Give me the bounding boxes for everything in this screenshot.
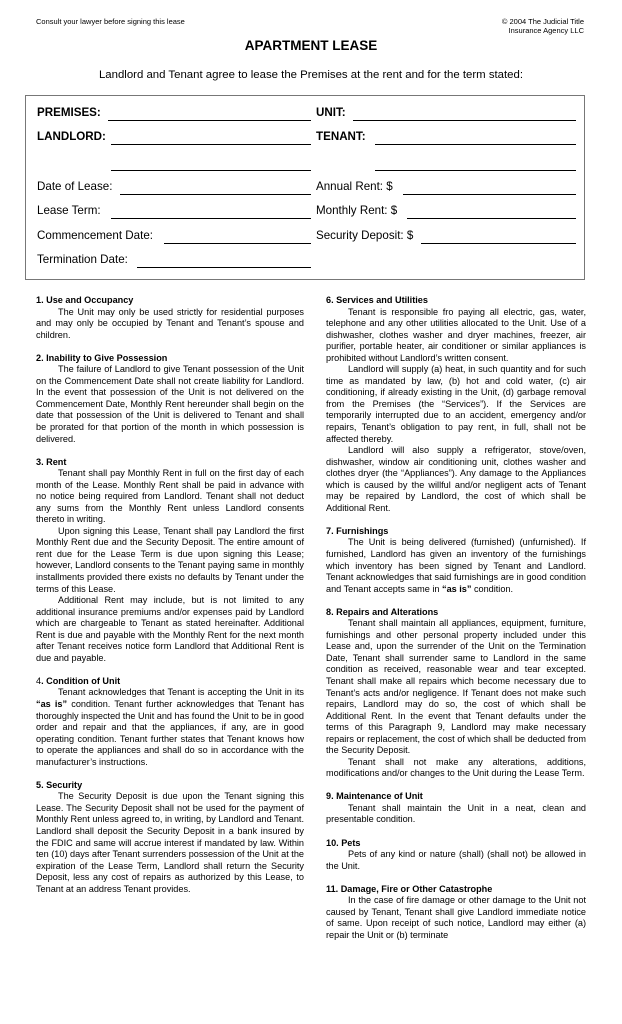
annual-rent-label: Annual Rent: $ <box>316 180 393 193</box>
section-inability-to-give-possession <box>36 353 304 445</box>
commencement-date-field[interactable] <box>164 243 311 244</box>
section-paragraph: Tenant shall not make any alterations, additions, modifications and/or changes to the Unit during the Lease Term. <box>326 756 586 779</box>
section-heading: 2. Inability to Give Possession <box>36 352 168 363</box>
text-run: condition. <box>471 583 514 594</box>
section-title: . Condition of Unit <box>41 675 121 686</box>
section-heading: 1. Use and Occupancy <box>36 295 134 305</box>
tenant-label: TENANT: <box>316 130 366 143</box>
section-heading: 10. Pets <box>326 837 361 848</box>
section-heading <box>36 676 304 688</box>
section-use-and-occupancy <box>36 295 304 341</box>
termination-date-label: Termination Date: <box>37 253 128 266</box>
security-deposit-label: Security Deposit: $ <box>316 229 414 242</box>
section-heading: 11. Damage, Fire or Other Catastrophe <box>326 883 493 894</box>
commencement-date-label: Commencement Date: <box>37 229 153 242</box>
section-paragraph: In the case of fire damage or other damage to the Unit not caused by Tenant, Tenant shall give Landlord immediate notice of same. Upon receipt of such notice, Landlord may either (a) repair the Unit or (b) terminate <box>326 895 586 940</box>
as-is-emphasis: “as is” <box>442 583 472 594</box>
termination-date-field[interactable] <box>137 267 311 268</box>
date-of-lease-label: Date of Lease: <box>37 180 113 193</box>
intro-statement: Landlord and Tenant agree to lease the Premises at the rent and for the term stated: <box>98 69 524 81</box>
annual-rent-field[interactable] <box>403 194 576 195</box>
section-damage-fire-catastrophe <box>326 884 586 942</box>
section-paragraph: Additional Rent may include, but is not limited to any additional insurance premiums and/or expenses paid by Landlord which are chargeable to Tenant as stated hereinafter. Additional Rent is due and payable with the Monthly Rent for the next month after Tenant receives notice form Landlord that Additional Rent is due and payable. <box>36 595 304 663</box>
section-furnishings <box>326 526 586 595</box>
premises-field[interactable] <box>108 120 311 121</box>
copyright-notice <box>502 17 584 35</box>
lease-terms-box <box>25 95 585 280</box>
section-heading: 6. Services and Utilities <box>326 295 428 305</box>
section-paragraph: Upon signing this Lease, Tenant shall pay Landlord the first Monthly Rent due and the Security Deposit. The entire amount of rent due for the Lease Term is due upon signing this Lease; however, Landlord consents to the Tenant paying same in monthly installments provided there exists no defaults by Tenant under the terms of this Lease. <box>36 525 304 594</box>
unit-label: UNIT: <box>316 106 346 119</box>
text-run: The Unit is being delivered (furnished) (unfurnished). If furnished, Landlord has given an inventory of the furnishings which inventory has been signed by Tenant and Landlord. Tenant acknowledges that said furnishings are in good condition and Tenant accepts same in <box>326 537 586 594</box>
section-paragraph: Tenant is responsible fro paying all electric, gas, water, telephone and any other utilities allocated to the Unit. Use of a dishwasher, clothes washer and dryer machines, freezer, air purifier, portable heater, air conditioner or similar appliances is prohibited without Landlord’s written consent. <box>326 306 586 363</box>
section-maintenance-of-unit <box>326 791 586 826</box>
section-paragraph <box>36 687 304 768</box>
as-is-emphasis: “as is” <box>36 699 68 709</box>
document-title: APARTMENT LEASE <box>244 38 378 53</box>
lease-term-field[interactable] <box>111 218 311 219</box>
landlord-label: LANDLORD: <box>37 130 106 143</box>
section-number: 4 <box>36 675 42 686</box>
section-paragraph: The Unit may only be used strictly for residential purposes and may only be occupied by Tenant and Tenant’s spouse and children. <box>36 306 304 340</box>
section-paragraph <box>326 537 586 595</box>
text-run: Tenant acknowledges that Tenant is accepting the Unit in its <box>58 687 304 698</box>
tenant-field-2[interactable] <box>375 170 576 171</box>
landlord-field-2[interactable] <box>111 170 311 171</box>
lawyer-notice: Consult your lawyer before signing this lease <box>36 17 185 26</box>
lease-term-label: Lease Term: <box>37 204 101 217</box>
section-security <box>36 780 304 895</box>
date-of-lease-field[interactable] <box>120 194 311 195</box>
section-paragraph: Pets of any kind or nature (shall) (shall not) be allowed in the Unit. <box>326 849 586 871</box>
section-paragraph: Tenant shall maintain the Unit in a neat, clean and presentable condition. <box>326 802 586 825</box>
section-heading: 9. Maintenance of Unit <box>326 791 423 802</box>
landlord-field[interactable] <box>111 144 311 145</box>
section-paragraph: Landlord will supply (a) heat, in such quantity and for such time as mandated by law, (b) hot and cold water, (c) air conditioning, if already existing in the Unit, (d) garbage removal from the Premises (the “Services”). If the Services are temporarily interrupted due to an accident, emergency and/or repairs, Tenant’s obligation to pay rent, in full, shall not be affected thereby. <box>326 364 586 444</box>
section-paragraph: Landlord will also supply a refrigerator, stove/oven, dishwasher, window air conditioning unit, clothes washer and clothes dryer (the “Appliances”). Any damage to the Appliances which is caused by the willful and/or negligent acts of Tenant may be repaired by Landlord, the cost of which shall be Additional Rent. <box>326 445 586 513</box>
premises-label: PREMISES: <box>37 106 101 119</box>
section-services-and-utilities <box>326 295 586 514</box>
monthly-rent-field[interactable] <box>407 218 576 219</box>
section-paragraph: Tenant shall pay Monthly Rent in full on the first day of each month of the Lease. Monthly Rent shall be paid in advance with no notice being required from Landlord. Tenant shall not deduct any sums from the Monthly Rent unless Landlord consents thereto in writing. <box>36 468 304 525</box>
security-deposit-field[interactable] <box>421 243 576 244</box>
copyright-line-2: Insurance Agency LLC <box>508 26 584 35</box>
section-heading: 7. Furnishings <box>326 525 389 536</box>
copyright-line-1: © 2004 The Judicial Title <box>501 17 584 26</box>
section-repairs-and-alterations <box>326 607 586 780</box>
monthly-rent-label: Monthly Rent: $ <box>316 204 398 217</box>
tenant-field[interactable] <box>375 144 576 145</box>
left-column <box>36 295 304 907</box>
section-heading: 3. Rent <box>36 456 67 467</box>
section-paragraph: The Security Deposit is due upon the Tenant signing this Lease. The Security Deposit shall not be used for the payment of Monthly Rent unless agreed to, in writing, by Landlord and Tenant. Landlord shall deposit the Security Deposit in a bank insured by the FDIC and same will accrue interest if mandated by law. Within ten (10) days after Tenant surrenders possession of the Unit at the expiration of the Lease Term, Landlord shall return the Security Deposit, less any cost of repairs as authorized by this Lease, to Tenant at an address Tenant provides. <box>36 791 304 894</box>
text-run: condition. Tenant further acknowledges that Tenant has thoroughly inspected the Unit and has found the Unit to be in good order and repair and that the appliances, if any, are in good operating condition. Tenant further states that Tenant knows how to operate the appliances and shall do so in accordance with the manufacturer’s instructions. <box>36 699 305 767</box>
section-paragraph: Tenant shall maintain all appliances, equipment, furniture, furnishings and other personal property included under this Lease and, upon the surrender of the Unit on the Termination Date, Tenant shall surrender same to Landlord in the same condition as received, reasonable wear and tear excepted. Tenant shall make all repairs which become necessary due to Tenant’s acts and/or negligence. If Tenant does not make such repairs, Landlord may do so, the cost of which shall be Additional Rent. In the event that Tenant defaults under the terms of this Paragraph 9, Landlord may make necessary repairs or replacement, the cost of which shall be deducted from the Security Deposit. <box>326 618 586 756</box>
section-paragraph: The failure of Landlord to give Tenant possession of the Unit on the Commencement Date shall not create liability for Landlord. In the event that possession of the Unit is not delivered on the Commencement Date, Monthly Rent hereunder shall begin on the date that possession of the Unit is delivered to Tenant and shall be prorated for that portion of the month in which possession is delivered. <box>36 364 304 444</box>
section-heading: 8. Repairs and Alterations <box>326 606 439 617</box>
unit-field[interactable] <box>353 120 576 121</box>
section-pets <box>326 838 586 873</box>
right-column <box>326 295 586 953</box>
section-condition-of-unit <box>36 676 304 768</box>
section-heading: 5. Security <box>36 779 83 790</box>
section-rent <box>36 457 304 665</box>
